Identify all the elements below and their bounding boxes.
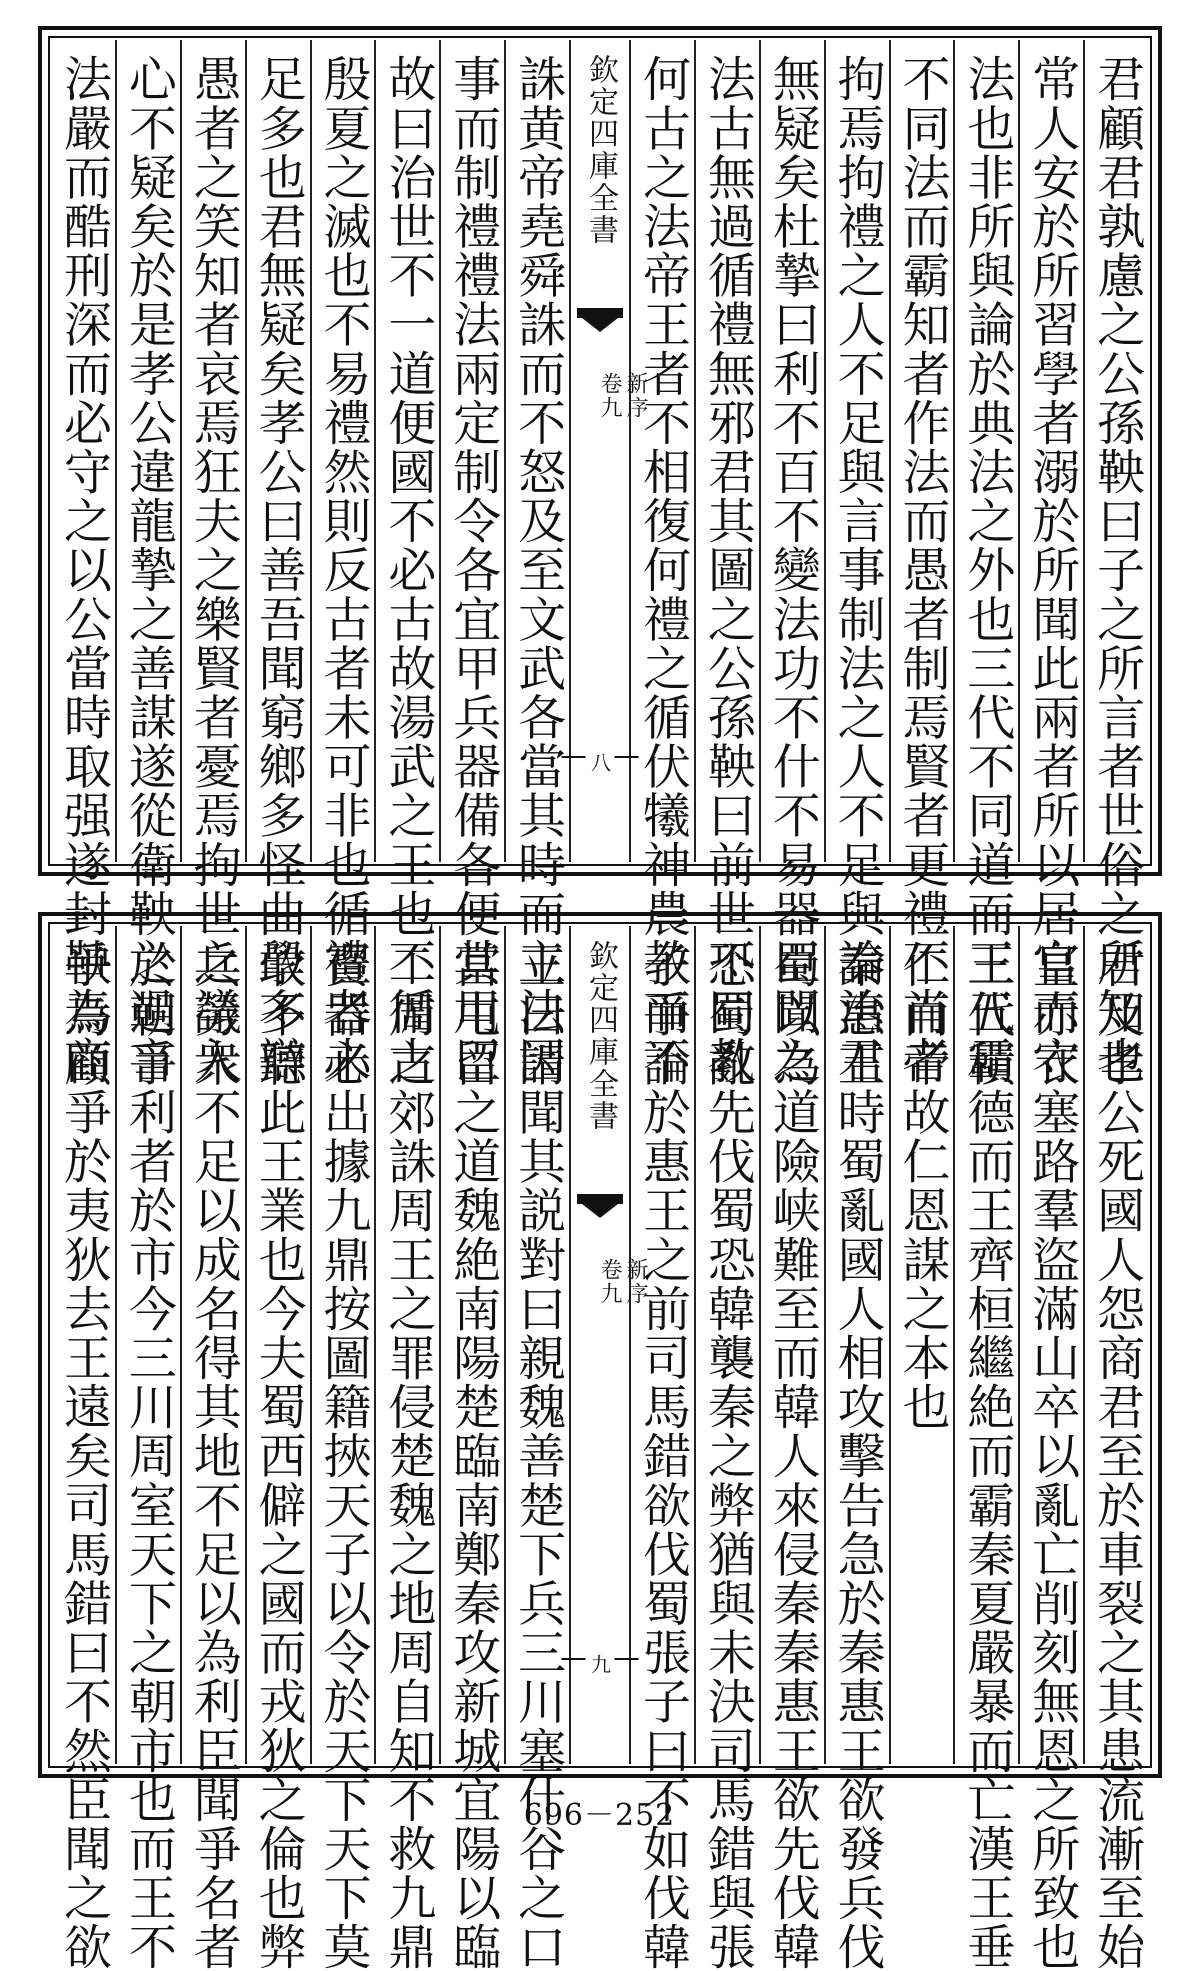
text-column (115, 926, 180, 1971)
text-column (759, 40, 824, 1086)
column-text: 於朝爭利者於市今三川周室天下之朝市也而王不 (120, 940, 177, 1971)
text-column (52, 40, 115, 1086)
column-text: 事而制禮禮法兩定制令各宜甲兵器備各便其用臣 (444, 54, 501, 1086)
column-text: 法古無過循禮無邪君其圖之公孫鞅曰前世不同教 (699, 54, 756, 1086)
text-column (374, 926, 439, 1971)
collection-title: 欽定四庫全書 (583, 940, 618, 1132)
column-text: 足多也君無疑矣孝公曰善吾聞窮鄉多怪曲學多辯 (250, 54, 307, 1086)
column-text: 兵勞衆不足以成名得其地不足以為利臣聞爭名者 (185, 940, 242, 1971)
text-column (889, 926, 954, 1764)
text-column (310, 40, 375, 1086)
book-title: 新序 (623, 1258, 648, 1306)
text-column (52, 926, 115, 1971)
book-title: 新序 (623, 372, 648, 420)
column-text: 蜀以為道險峡難至而韓人來侵秦秦惠王欲先伐韓 (764, 940, 821, 1971)
text-column (629, 40, 694, 1086)
text-column (374, 40, 439, 1086)
column-text: 拘焉拘禮之人不足與言事制法之人不足與論治君 (829, 54, 886, 1086)
text-column (1083, 40, 1148, 1086)
center-margin (569, 926, 648, 1764)
text-column (180, 40, 245, 1086)
column-text: 子爭論於惠王之前司馬錯欲伐蜀張子曰不如伐韓 (634, 940, 691, 1971)
text-column (504, 926, 569, 1971)
column-text: 二周之郊誅周王之罪侵楚魏之地周自知不救九鼎 (379, 940, 436, 1971)
text-column (180, 926, 245, 1971)
column-text: 三代積德而王齊桓繼絶而霸秦夏嚴暴而亡漢王垂 (958, 940, 1015, 1971)
column-text: 常人安於所習學者溺於所聞此兩者所以居官而守 (1023, 54, 1080, 1086)
column-text: 當屯留之道魏絶南陽楚臨南鄭秦攻新城宜陽以臨 (444, 940, 501, 1971)
top-columns (52, 40, 1148, 1086)
column-text: 誅黄帝堯舜誅而不怒及至文武各當其時而立法因 (509, 54, 566, 1086)
page-footer-number: 696－252 (523, 1798, 676, 1833)
text-column (439, 926, 504, 1971)
column-text: 故曰治世不一道便國不必古故湯武之王也不循古 (379, 54, 436, 1086)
column-text: 法嚴而酷刑深而必守之以公當時取强遂封鞅為商 (55, 54, 112, 1086)
column-text: 皇赤衣塞路羣盜滿山卒以亂亡削刻無恩之所致也 (1023, 940, 1080, 1971)
fish-tail-mark (577, 308, 623, 334)
text-column (759, 926, 824, 1971)
column-text: 無疑矣杜摯曰利不百不變法功不什不易器臣聞之 (764, 54, 821, 1086)
text-column (694, 926, 759, 1971)
column-text: 法也非所與論於典法之外也三代不同道而王五霸 (958, 54, 1015, 1086)
text-column (1018, 40, 1083, 1086)
text-column (824, 926, 889, 1971)
column-text: 恐蜀亂先伐蜀恐韓襲秦之弊猶與未決司馬錯與張 (699, 940, 756, 1971)
text-column (824, 40, 889, 1086)
top-page (38, 26, 1162, 1086)
text-column (245, 40, 310, 1086)
volume-number: 卷九 (597, 1258, 622, 1306)
text-column (889, 40, 954, 1086)
column-text: 君及孝公死國人怨商君至於車裂之其患流漸至始 (1088, 940, 1145, 1971)
column-text: 秦惠王時蜀亂國人相攻擊告急於秦惠王欲發兵伐 (829, 940, 886, 1971)
text-column (1018, 926, 1083, 1971)
text-column (1083, 926, 1148, 1971)
text-column (694, 40, 759, 1086)
column-text: 心不疑矣於是孝公違龍摯之善謀遂從衛鞅之過言 (120, 54, 177, 1086)
center-margin (569, 40, 648, 862)
book-info (554, 372, 646, 420)
collection-title: 欽定四庫全書 (583, 54, 618, 246)
column-text: 殷夏之滅也不易禮然則反古者未可非也循禮者未 (314, 54, 371, 1086)
column-text: 不同法而霸知者作法而愚者制焉賢者更禮不肖者 (893, 54, 950, 1086)
column-text: 敢不聽此王業也今夫蜀西僻之國而戎狄之倫也弊 (250, 940, 307, 1971)
column-text: 爭焉顧爭於夷狄去王遠矣司馬錯曰不然臣聞之欲 (55, 940, 112, 1971)
text-column (245, 926, 310, 1971)
fish-tail-mark (577, 1194, 623, 1220)
text-column (310, 926, 375, 1971)
leaf-number: 八 (562, 752, 639, 772)
text-column (953, 40, 1018, 1086)
column-text: 仁而帝故仁恩謀之本也 (893, 940, 950, 1431)
text-column (504, 40, 569, 1086)
text-column (629, 926, 694, 1971)
text-column (953, 926, 1018, 1971)
column-text: 王曰請聞其説對曰親魏善楚下兵三川塞什谷之口 (509, 940, 566, 1971)
column-text: 愚者之笑知者哀焉狂夫之樂賢者憂焉拘世之議入 (185, 54, 242, 1086)
text-column (115, 40, 180, 1086)
column-text: 君顧君孰慮之公孫鞅曰子之所言者世俗之所知也 (1088, 54, 1145, 1086)
book-info (554, 1258, 646, 1306)
column-text: 寳器必出據九鼎按圖籍挾天子以令於天下天下莫 (314, 940, 371, 1971)
leaf-number: 九 (562, 1654, 639, 1674)
volume-number: 卷九 (597, 372, 622, 420)
column-text: 何古之法帝王者不相復何禮之循伏犧神農教而不 (634, 54, 691, 1086)
text-column (439, 40, 504, 1086)
